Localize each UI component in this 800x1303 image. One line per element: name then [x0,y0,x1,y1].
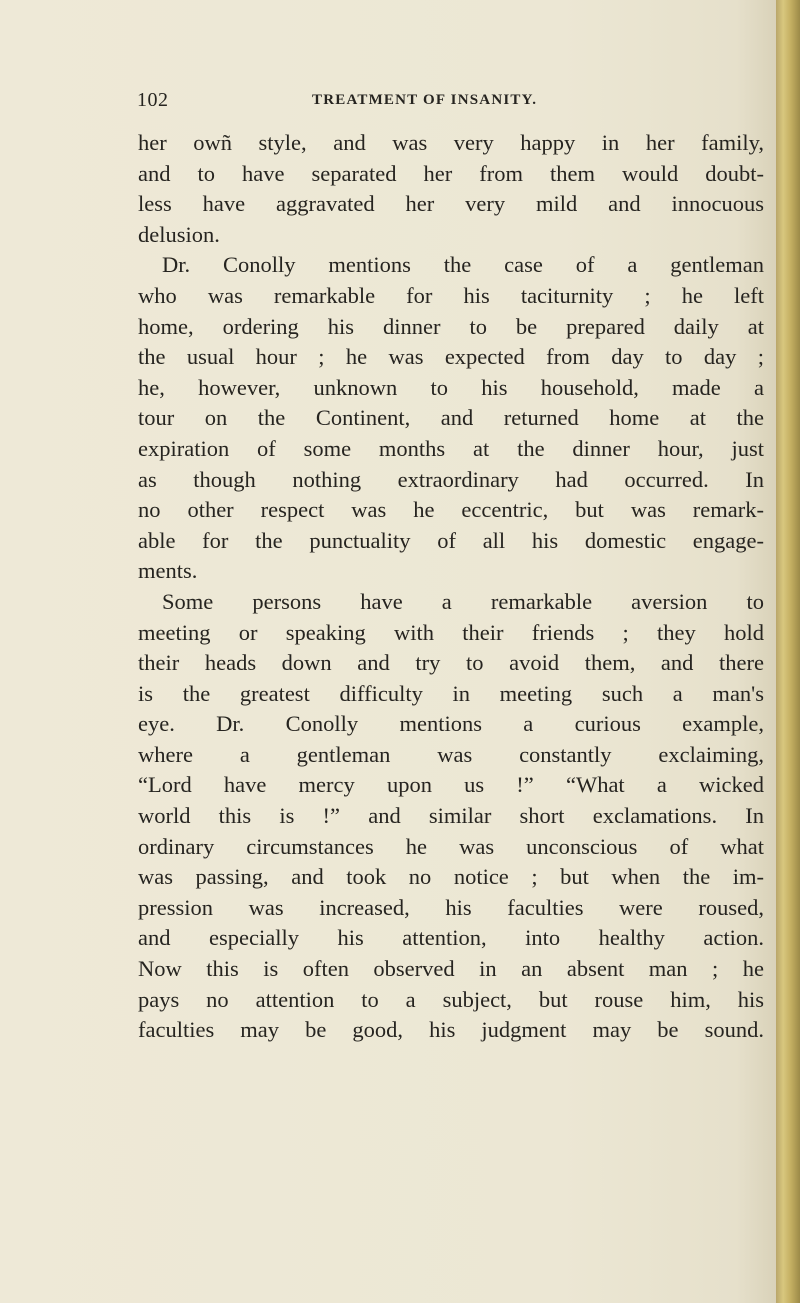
text-line: world this is !” and similar short exclamations. In [138,803,764,829]
text-line: able for the punctuality of all his domestic engage- [138,527,764,553]
text-line: Dr. Conolly mentions the case of a gentleman [162,252,764,278]
text-line: was passing, and took no notice ; but when the im- [138,864,764,890]
page-header [137,89,737,119]
text-line: he, however, unknown to his household, made a [138,374,764,400]
text-line: ordinary circumstances he was unconscious of what [138,833,764,859]
text-line: their heads down and try to avoid them, and there [138,650,764,676]
text-line: delusion. [138,221,220,247]
text-line: faculties may be good, his judgment may be sound. [138,1017,764,1043]
text-line: as though nothing extraordinary had occurred. In [138,466,764,492]
text-line: and especially his attention, into healthy action. [138,925,764,951]
text-line: pays no attention to a subject, but rouse him, his [138,986,764,1012]
body-text [138,128,764,1046]
text-line: expiration of some months at the dinner hour, just [138,435,764,461]
text-line: the usual hour ; he was expected from day to day ; [138,344,764,370]
book-spine-edge [776,0,800,1303]
text-line: ments. [138,558,198,584]
text-line: “Lord have mercy upon us !” “What a wicked [138,772,764,798]
text-line: her owñ style, and was very happy in her family, [138,130,764,155]
text-line: Now this is often observed in an absent man ; he [138,956,764,982]
text-line: eye. Dr. Conolly mentions a curious example, [138,711,764,737]
text-line: home, ordering his dinner to be prepared daily at [138,313,764,339]
text-line: tour on the Continent, and returned home at the [138,405,764,431]
text-line: Some persons have a remarkable aversion to [162,588,764,614]
page-number: 102 [137,89,169,111]
text-line: less have aggravated her very mild and innocuous [138,191,764,217]
text-line: no other respect was he eccentric, but was remark- [138,497,764,523]
running-title: TREATMENT OF INSANITY. [312,92,538,108]
text-line: meeting or speaking with their friends ; they hold [138,619,764,645]
text-line: and to have separated her from them would doubt- [138,160,764,186]
text-line: who was remarkable for his taciturnity ; he left [138,282,764,308]
text-line: is the greatest difficulty in meeting such a man's [138,680,764,706]
text-line: pression was increased, his faculties were roused, [138,894,764,920]
text-line: where a gentleman was constantly exclaiming, [138,741,764,767]
